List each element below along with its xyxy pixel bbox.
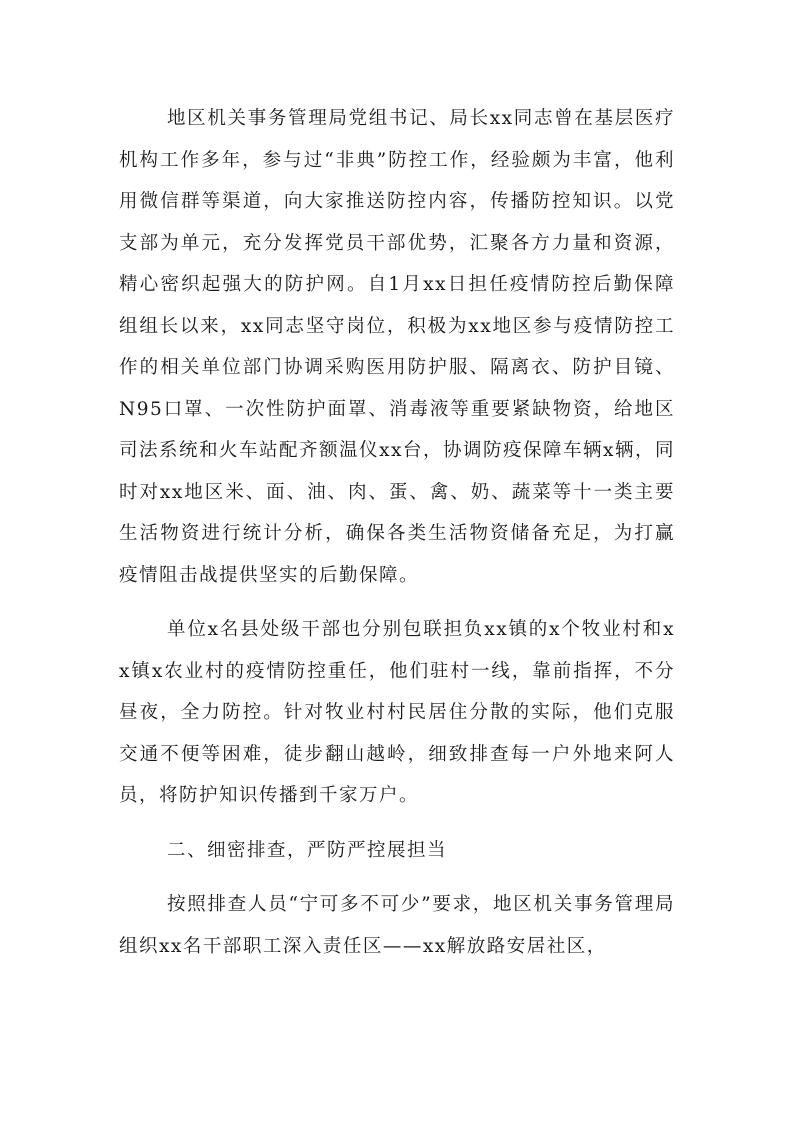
section-heading: 二、细密排查，严防严控展担当	[167, 839, 448, 861]
paragraph-3: 按照排查人员“宁可多不可少”要求，地区机关事务管理局组织xx名干部职工深入责任区——xx解放路安居社区，	[119, 894, 675, 957]
document-page	[119, 98, 675, 967]
paragraph-1: 地区机关事务管理局党组书记、局长xx同志曾在基层医疗机构工作多年，参与过“非典”防控工作，经验颇为丰富，他利用微信群等渠道，向大家推送防控内容，传播防控知识。以党支部为单元，充分发挥党员干部优势，汇聚各方力量和资源，精心密织起强大的防护网。自1月xx日担任疫情防控后勤保障组组长以来，xx同志坚守岗位，积极为xx地区参与疫情防控工作的相关单位部门协调采购医用防护服、隔离衣、防护目镜、N95口罩、一次性防护面罩、消毒液等重要紧缺物资，给地区司法系统和火车站配齐额温仪xx台，协调防疫保障车辆x辆，同时对xx地区米、面、油、肉、蛋、禽、奶、蔬菜等十一类主要生活物资进行统计分析，确保各类生活物资储备充足，为打赢疫情阻击战提供坚实的后勤保障。	[119, 108, 675, 586]
paragraph-2: 单位x名县处级干部也分别包联担负xx镇的x个牧业村和xx镇x农业村的疫情防控重任，他们驻村一线，靠前指挥，不分昼夜，全力防控。针对牧业村村民居住分散的实际，他们克服交通不便等困难，徒步翻山越岭，细致排查每一户外地来阿人员，将防护知识传播到千家万户。	[119, 619, 675, 806]
